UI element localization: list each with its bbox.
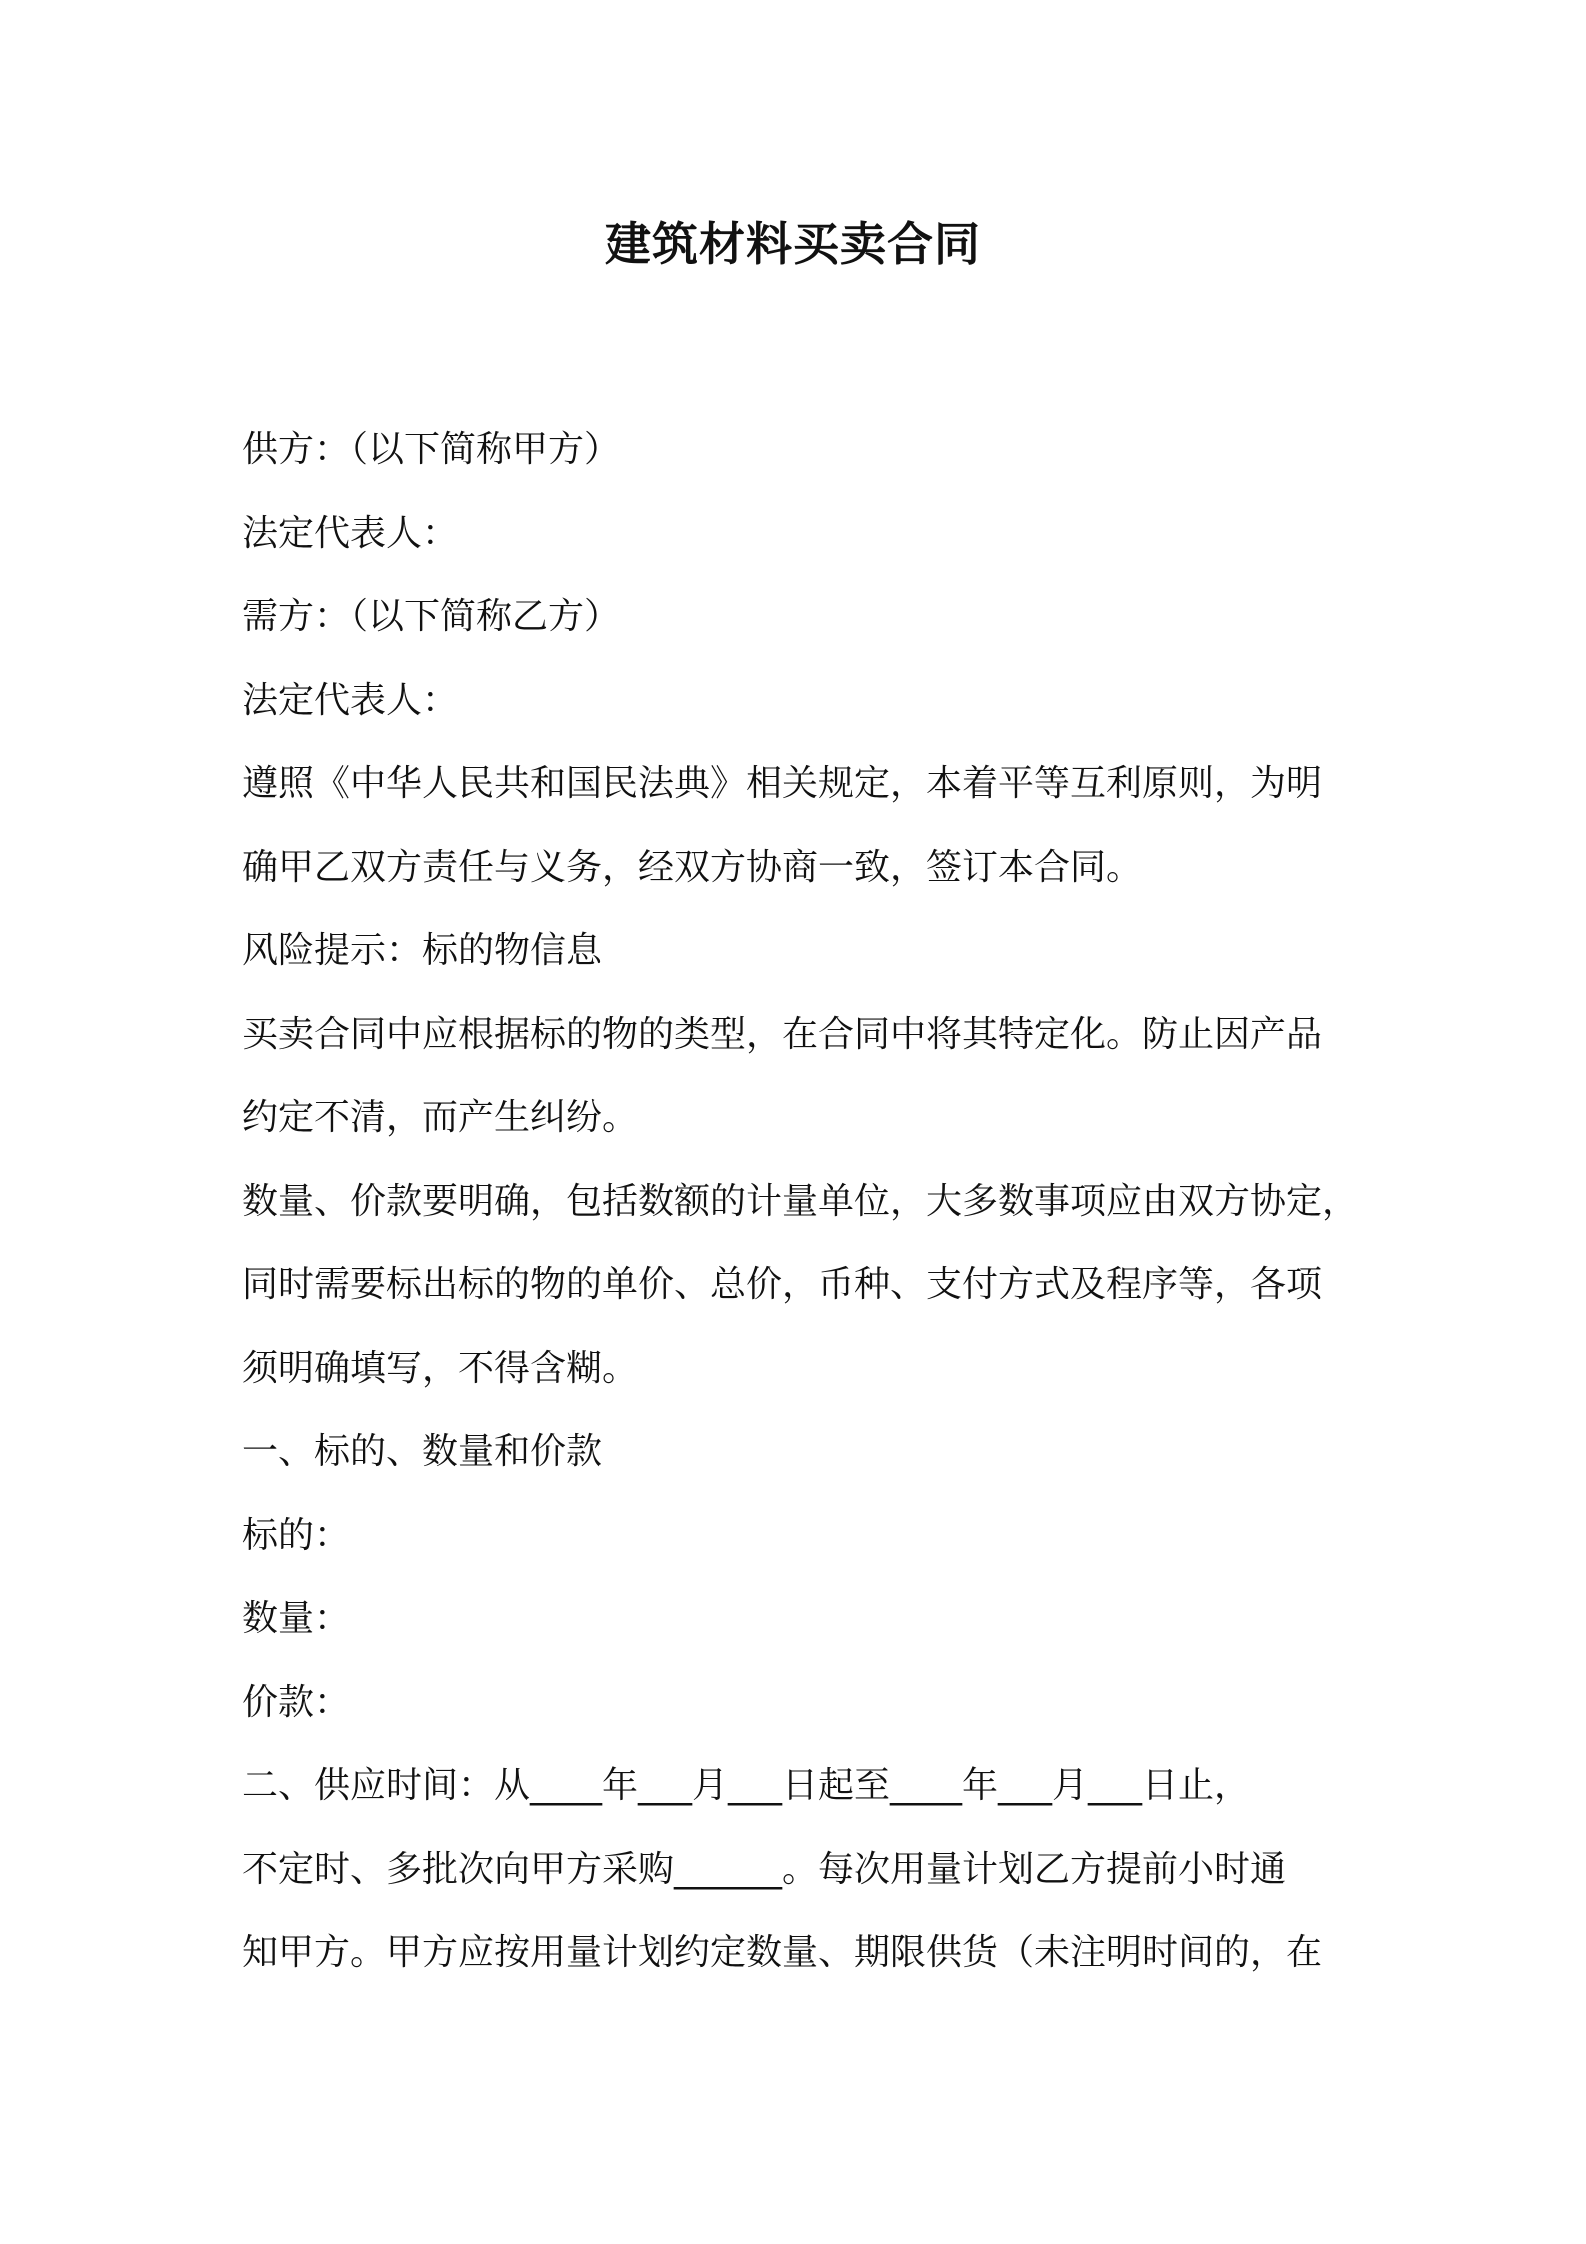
quantity-price-note-line-2: 同时需要标出标的物的单价、总价，币种、支付方式及程序等，各项: [242, 1264, 1323, 1305]
price-field: 价款：: [242, 1681, 351, 1723]
risk-tip-line-1: 买卖合同中应根据标的物的类型，在合同中将其特定化。防止因产品: [242, 1013, 1323, 1055]
subject-matter-field: 标的：: [242, 1514, 351, 1556]
risk-tip-heading: 风险提示：标的物信息: [242, 930, 603, 971]
quantity-price-note-line-1: 数量、价款要明确，包括数额的计量单位，大多数事项应由双方协定，: [242, 1180, 1359, 1222]
section-2-line-2: 不定时、多批次向甲方采购______。每次用量计划乙方提前小时通: [242, 1848, 1287, 1890]
section-2-line-1: 二、供应时间：从____年___月___日起至____年___月___日止，: [242, 1765, 1251, 1806]
section-1-heading: 一、标的、数量和价款: [242, 1431, 603, 1472]
supplier-line: 供方：（以下简称甲方）: [242, 429, 621, 470]
preamble-line-1: 遵照《中华人民共和国民法典》相关规定，本着平等互利原则，为明: [242, 763, 1323, 804]
supplier-representative-line: 法定代表人：: [242, 512, 459, 554]
quantity-field: 数量：: [242, 1598, 351, 1639]
document-title: 建筑材料买卖合同: [605, 217, 981, 271]
risk-tip-line-2: 约定不清，而产生纠纷。: [242, 1097, 639, 1138]
quantity-price-note-line-3: 须明确填写，不得含糊。: [242, 1347, 639, 1389]
buyer-representative-line: 法定代表人：: [242, 679, 459, 721]
document-body: [242, 408, 1359, 1995]
section-2-line-3: 知甲方。甲方应按用量计划约定数量、期限供货（未注明时间的，在: [242, 1932, 1323, 1973]
buyer-line: 需方：（以下简称乙方）: [242, 596, 621, 637]
preamble-line-2: 确甲乙双方责任与义务，经双方协商一致，签订本合同。: [242, 846, 1143, 888]
